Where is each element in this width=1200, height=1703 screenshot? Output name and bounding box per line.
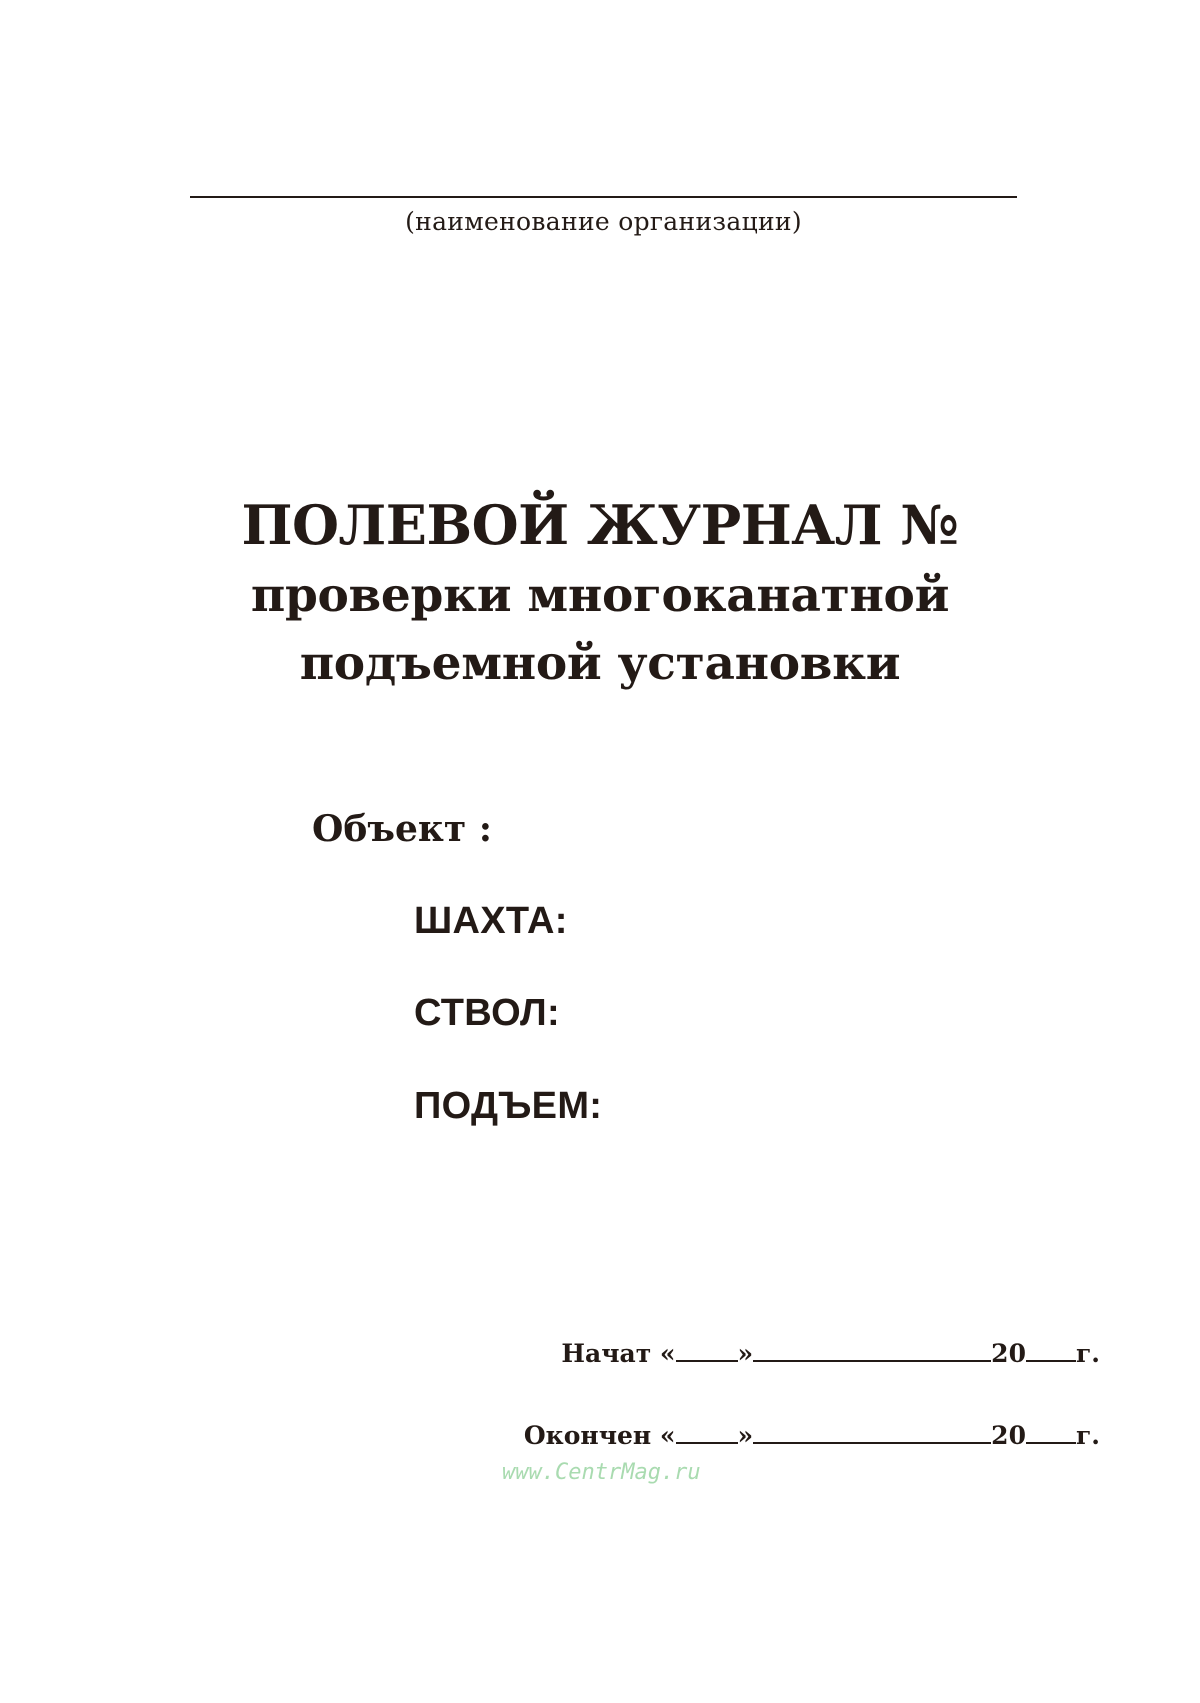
organization-name-line — [190, 196, 1017, 198]
end-date-line — [524, 1420, 1100, 1450]
start-year-blank — [1026, 1338, 1076, 1362]
start-close-quote: » — [737, 1339, 754, 1368]
end-year-suffix: г. — [1075, 1421, 1100, 1450]
start-century: 20 — [991, 1339, 1026, 1368]
title-subtitle-line-1: проверки многоканатной — [250, 568, 950, 623]
end-year-blank — [1026, 1420, 1076, 1444]
start-date-label: Начат « — [561, 1339, 676, 1368]
end-close-quote: » — [737, 1421, 754, 1450]
start-month-blank — [753, 1338, 991, 1362]
end-date-label: Окончен « — [523, 1421, 676, 1450]
end-day-blank — [676, 1420, 738, 1444]
start-day-blank — [676, 1338, 738, 1362]
start-year-suffix: г. — [1075, 1339, 1100, 1368]
start-date-line — [561, 1338, 1100, 1368]
barrel-field-label: СТВОЛ: — [414, 992, 560, 1034]
title-subtitle-line-2: подъемной установки — [299, 636, 901, 691]
shaft-field-label: ШАХТА: — [414, 900, 568, 942]
organization-caption: (наименование организации) — [405, 207, 802, 236]
end-month-blank — [753, 1420, 991, 1444]
journal-title — [100, 488, 1100, 698]
end-century: 20 — [991, 1421, 1026, 1450]
title-main: ПОЛЕВОЙ ЖУРНАЛ № — [241, 493, 959, 557]
lift-field-label: ПОДЪЕМ: — [414, 1085, 603, 1127]
object-label: Объект : — [312, 808, 493, 850]
watermark-text: www.CentrMag.ru — [502, 1460, 701, 1485]
